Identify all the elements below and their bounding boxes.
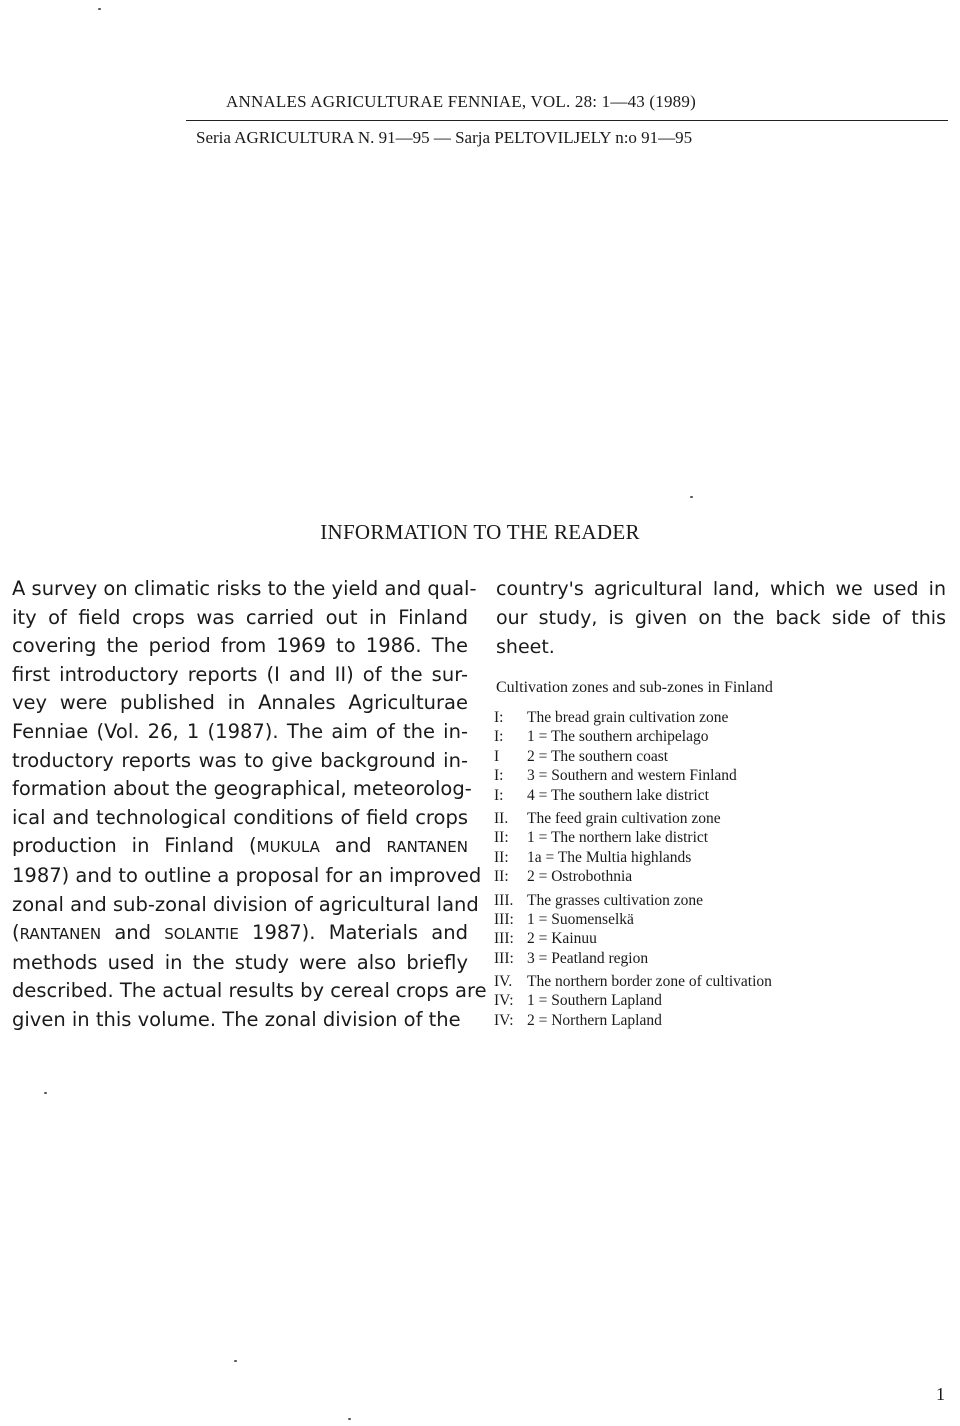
paragraph-line: ical and technological conditions of field crops	[12, 805, 468, 829]
zone-row	[494, 929, 772, 948]
zone-row	[494, 910, 772, 929]
zone-text: 1 = The northern lake district	[527, 829, 709, 847]
zone-code: IV.	[494, 973, 513, 991]
paragraph-line	[12, 832, 468, 862]
zone-code: II:	[494, 848, 509, 866]
zone-row	[494, 991, 772, 1010]
author-name: RANTANEN	[19, 925, 102, 944]
zone-group-i	[494, 708, 772, 805]
paragraph-line: formation about the geographical, meteorolog-	[12, 777, 472, 801]
author-name: MUKULA	[256, 838, 320, 857]
zone-row	[494, 972, 772, 991]
text-fragment: and	[101, 921, 165, 945]
zone-row	[494, 786, 772, 805]
zone-row	[494, 708, 772, 727]
scan-speck	[44, 1092, 47, 1094]
paragraph-line: Fenniae (Vol. 26, 1 (1987). The aim of the in-	[12, 719, 468, 743]
paragraph-line: methods used in the study were also briefly	[12, 950, 468, 974]
scan-speck	[348, 1418, 351, 1420]
paragraph-line: our study, is given on the back side of this	[496, 607, 946, 629]
text-fragment: production in Finland (	[12, 834, 257, 858]
zone-text: 2 = Ostrobothnia	[527, 868, 633, 886]
zone-text: 1 = Suomenselkä	[527, 910, 634, 928]
zone-text: 2 = The southern coast	[527, 747, 669, 765]
zone-code: IV:	[494, 992, 514, 1010]
paragraph-line: troductory reports was to give background in-	[12, 748, 468, 772]
zone-row	[494, 867, 772, 886]
zones-list-title: Cultivation zones and sub-zones in Finland	[496, 679, 773, 696]
paragraph-line: ity of field crops was carried out in Finland	[12, 605, 468, 629]
zone-row	[494, 809, 772, 828]
series-header: Seria AGRICULTURA N. 91—95 — Sarja PELTOVILJELY n:o 91—95	[196, 128, 693, 147]
page-title: INFORMATION TO THE READER	[320, 520, 640, 544]
paragraph-line: described. The actual results by cereal crops are	[12, 979, 487, 1003]
scan-speck	[234, 1360, 237, 1362]
zone-text: The northern border zone of cultivation	[527, 973, 772, 991]
zone-row	[494, 891, 772, 910]
zone-code: II.	[494, 809, 509, 827]
zone-row	[494, 1011, 772, 1030]
right-column-text	[496, 575, 946, 662]
paragraph-line	[12, 919, 468, 949]
zone-text: 1 = Southern Lapland	[527, 992, 662, 1010]
zone-text: 4 = The southern lake district	[527, 786, 709, 804]
text-fragment: (	[12, 921, 20, 945]
paragraph-line: A survey on climatic risks to the yield and qual-	[12, 577, 477, 600]
zone-code: III:	[494, 930, 514, 948]
paragraph-line: 1987) and to outline a proposal for an improved	[12, 863, 482, 887]
zone-text: The grasses cultivation zone	[527, 891, 704, 909]
zone-code: IV:	[494, 1011, 514, 1029]
zone-text: 3 = Peatland region	[527, 949, 649, 967]
paragraph-line: sheet.	[496, 636, 555, 658]
zone-code: I:	[494, 767, 504, 785]
author-name: RANTANEN	[386, 838, 468, 857]
zone-text: 2 = Kainuu	[527, 930, 597, 948]
scan-speck	[690, 496, 693, 498]
zone-code: I:	[494, 709, 504, 726]
zone-text: 3 = Southern and western Finland	[527, 767, 737, 785]
zone-group-ii	[494, 809, 772, 887]
zones-list	[494, 708, 772, 1034]
zone-row	[494, 727, 772, 746]
zone-code: III:	[494, 910, 514, 928]
zone-code: III:	[494, 949, 514, 967]
paragraph-line: vey were published in Annales Agriculturae	[12, 691, 468, 715]
header-rule	[186, 120, 948, 121]
zone-group-iv	[494, 972, 772, 1030]
zone-text: The bread grain cultivation zone	[527, 709, 729, 726]
zone-row	[494, 949, 772, 968]
paragraph-line: given in this volume. The zonal division of the	[12, 1007, 461, 1031]
page-number: 1	[936, 1384, 945, 1404]
paragraph-line: covering the period from 1969 to 1986. The	[12, 634, 468, 658]
zone-code: III.	[494, 891, 514, 909]
text-fragment: and	[319, 834, 387, 858]
zone-row	[494, 848, 772, 867]
zone-group-iii	[494, 891, 772, 969]
paragraph-line: country's agricultural land, which we used in	[496, 578, 946, 600]
zone-text: 1a = The Multia highlands	[527, 848, 692, 866]
zone-row	[494, 828, 772, 847]
zone-text: 2 = Northern Lapland	[527, 1011, 662, 1029]
zone-row	[494, 747, 772, 766]
zone-code: II:	[494, 829, 509, 847]
paragraph-line: first introductory reports (I and II) of the sur-	[12, 662, 468, 686]
zone-text: The feed grain cultivation zone	[527, 809, 721, 827]
text-fragment: 1987). Materials and	[238, 921, 468, 945]
zone-code: II:	[494, 868, 509, 886]
zone-row	[494, 766, 772, 785]
zone-code: I	[494, 747, 500, 765]
paragraph-line: zonal and sub-zonal division of agricultural land	[12, 892, 479, 916]
journal-header: ANNALES AGRICULTURAE FENNIAE, VOL. 28: 1—43 (1989)	[226, 92, 696, 111]
zone-code: I:	[494, 728, 504, 746]
zone-code: I:	[494, 786, 504, 804]
zone-text: 1 = The southern archipelago	[527, 728, 709, 746]
scan-speck	[98, 8, 101, 10]
author-name: SOLANTIE	[164, 925, 239, 944]
left-column-text	[12, 575, 487, 1035]
